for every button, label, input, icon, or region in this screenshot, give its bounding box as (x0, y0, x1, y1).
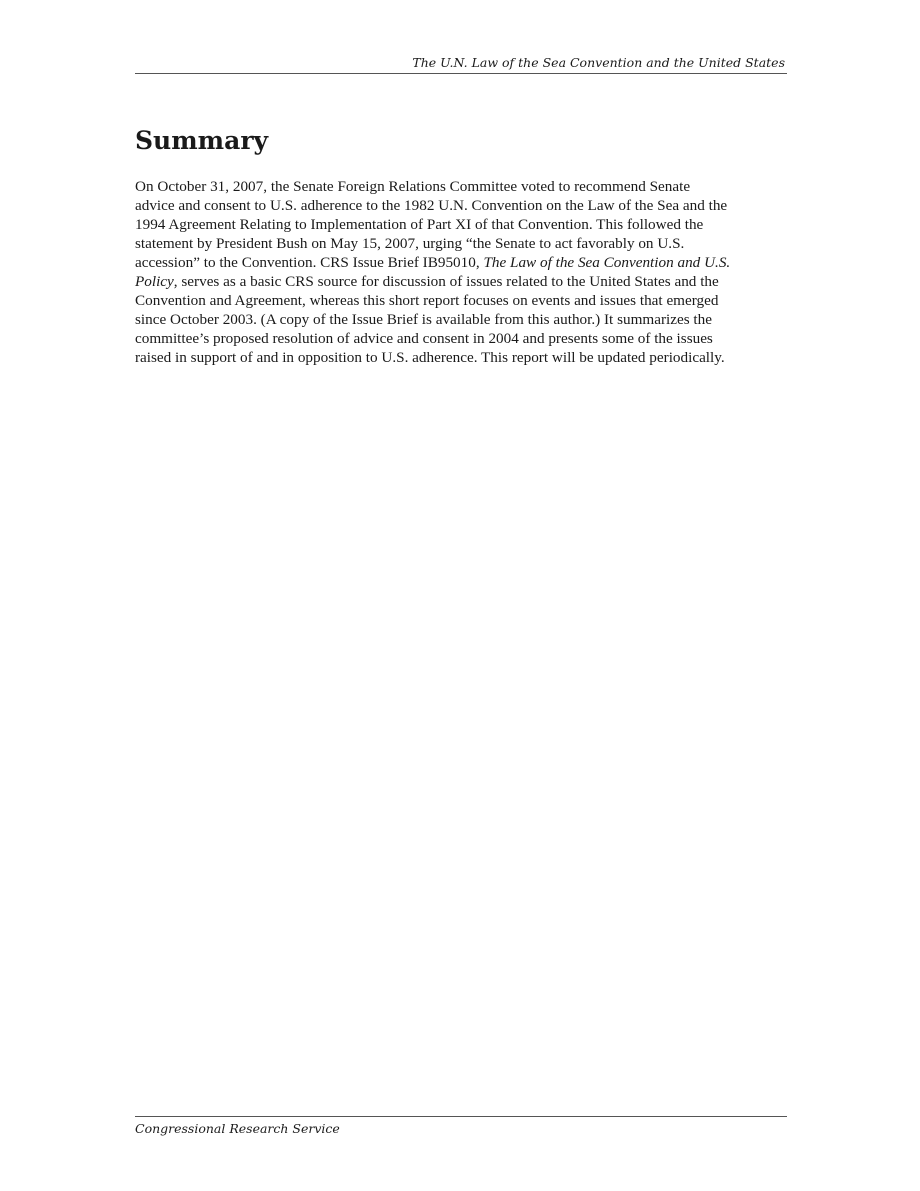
running-header-title: The U.N. Law of the Sea Convention and the United States (412, 55, 785, 70)
summary-line-1: On October 31, 2007, the Senate Foreign Relations Committee voted to recommend Senate (135, 178, 691, 195)
summary-line-6 (135, 272, 787, 291)
summary-line-5 (135, 253, 787, 272)
summary-paragraph (135, 177, 787, 367)
summary-line-5-text: accession” to the Convention. CRS Issue Brief IB95010, (135, 254, 484, 271)
summary-line-2: advice and consent to U.S. adherence to the 1982 U.N. Convention on the Law of the Sea and the (135, 197, 728, 214)
footer-organization: Congressional Research Service (135, 1121, 340, 1136)
running-header (135, 55, 787, 74)
section-title: Summary (135, 126, 269, 155)
summary-line-4: statement by President Bush on May 15, 2007, urging “the Senate to act favorably on U.S. (135, 235, 685, 252)
summary-line-9: committee’s proposed resolution of advice and consent in 2004 and presents some of the issues (135, 330, 713, 347)
summary-line-6-text: , serves as a basic CRS source for discussion of issues related to the United States and the (173, 273, 719, 290)
summary-line-8: since October 2003. (A copy of the Issue Brief is available from this author.) It summarizes the (135, 311, 712, 328)
summary-line-3: 1994 Agreement Relating to Implementation of Part XI of that Convention. This followed the (135, 216, 704, 233)
report-title-italic-part-1: The Law of the Sea Convention and U.S. (483, 254, 731, 271)
report-title-italic-part-2: Policy (135, 273, 174, 290)
running-footer (135, 1116, 787, 1137)
summary-line-10: raised in support of and in opposition to U.S. adherence. This report will be updated periodically. (135, 349, 725, 366)
summary-line-7: Convention and Agreement, whereas this short report focuses on events and issues that emerged (135, 292, 719, 309)
